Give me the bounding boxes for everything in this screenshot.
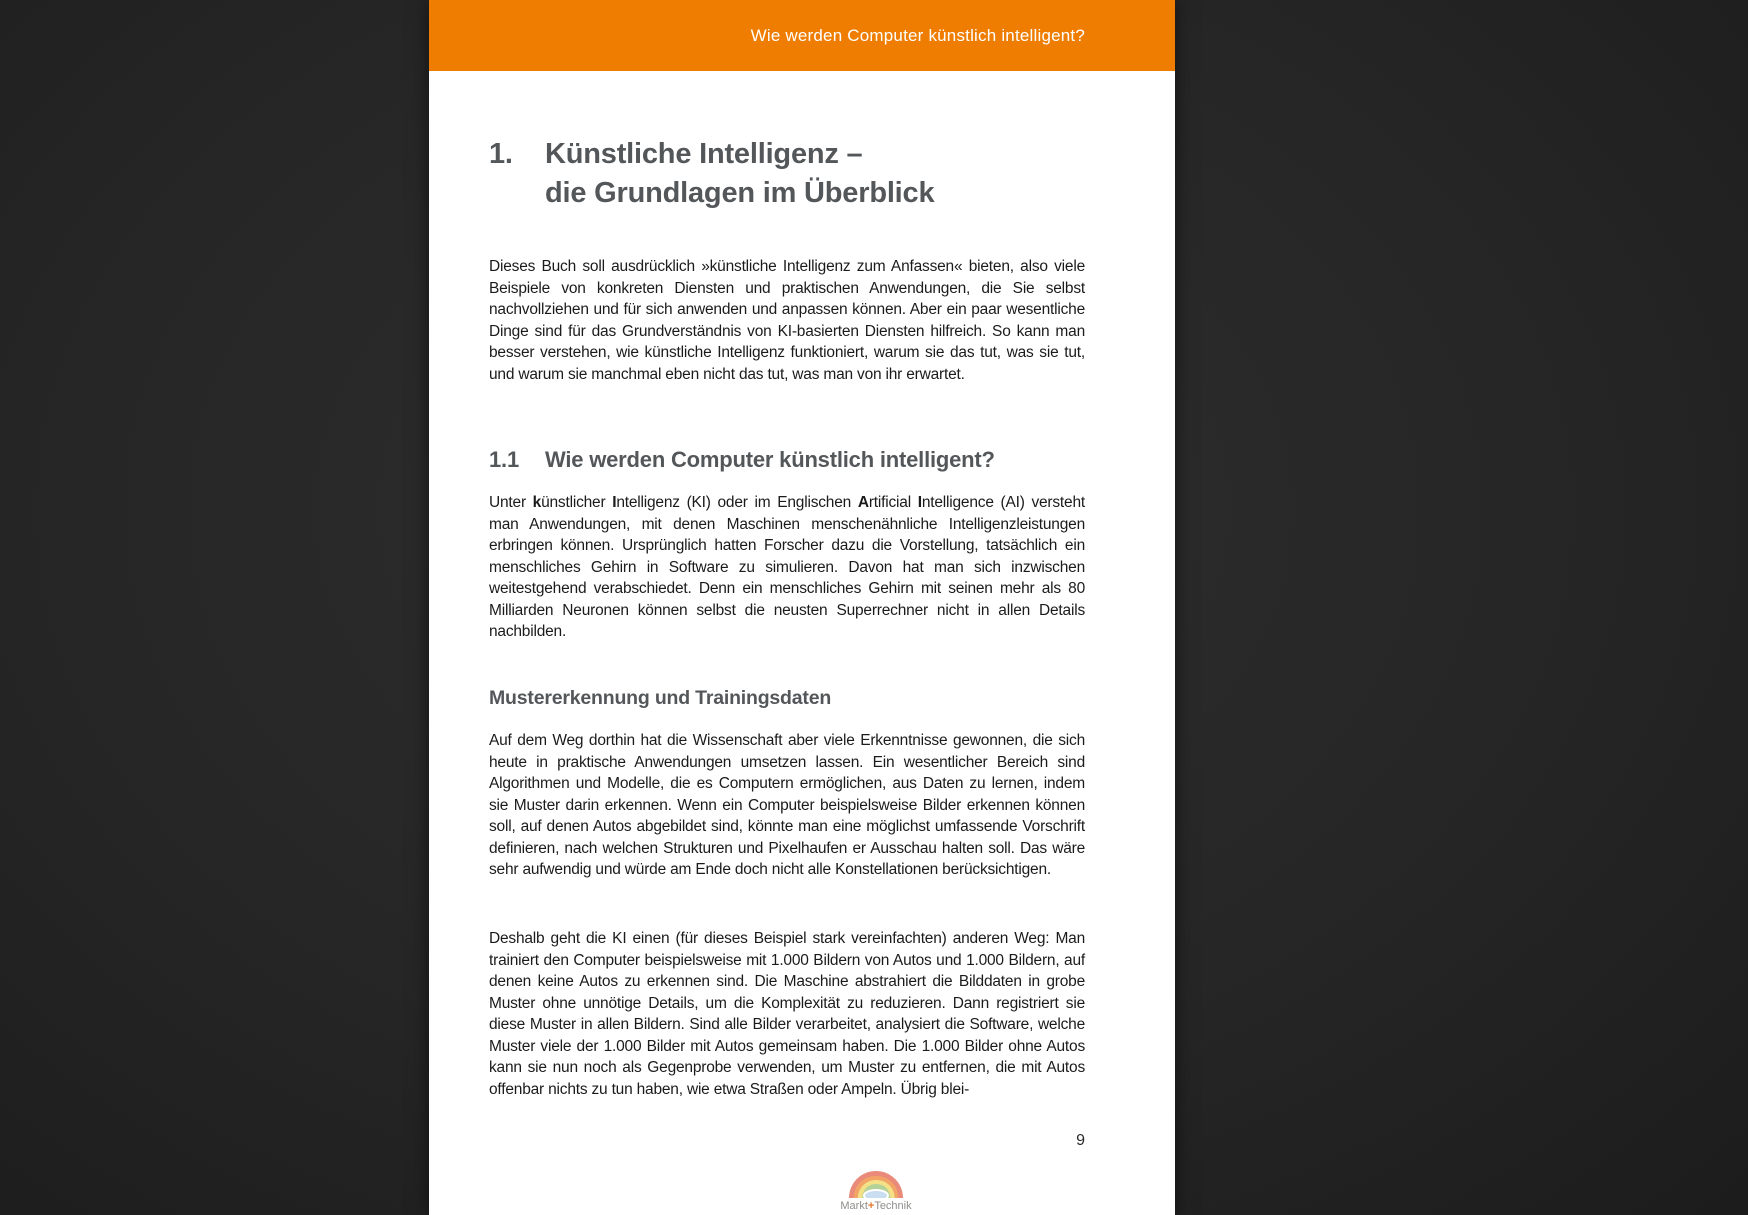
running-header bbox=[429, 0, 1175, 71]
logo-text-plus: + bbox=[867, 1200, 875, 1212]
subsection-heading: Mustererkennung und Trainingsdaten bbox=[489, 687, 832, 709]
page-number: 9 bbox=[1076, 1132, 1085, 1149]
publisher-logo bbox=[816, 1171, 936, 1215]
section-title: Wie werden Computer künstlich intelligent? bbox=[545, 447, 995, 472]
section-heading bbox=[489, 446, 1085, 474]
chapter-heading bbox=[489, 135, 1085, 213]
running-header-title: Wie werden Computer künstlich intelligent? bbox=[750, 25, 1085, 45]
subsection-paragraph-2: Deshalb geht die KI einen (für dieses Beispiel stark vereinfachten) anderen Weg: Man trainiert den Computer beispielsweise mit 1.000 Bildern von Autos und 1.000 Bildern, auf denen keine Autos zu erkennen sind. Die Maschine abstrahiert die Bilddaten in grobe Muster ohne unnötige Details, um die Komplexität zu reduzieren. Dann registriert sie diese Muster in allen Bildern. Sind alle Bilder verarbeitet, analysiert die Software, welche Muster viele der 1.000 Bilder mit Autos gemeinsam haben. Die 1.000 Bilder ohne Autos kann sie nun noch als Gegenprobe verwenden, um Muster zu entfernen, die mit Autos offenbar nichts zu tun haben, wie etwa Straßen oder Ampeln. Übrig blei- bbox=[489, 930, 1085, 1098]
cloud-icon bbox=[865, 1191, 887, 1198]
chapter-title-line2: die Grundlagen im Überblick bbox=[545, 177, 935, 209]
section-number: 1.1 bbox=[489, 447, 519, 472]
logo-text-left: Markt bbox=[840, 1200, 868, 1212]
document-page bbox=[429, 0, 1175, 1215]
chapter-title bbox=[545, 135, 934, 213]
logo-text-right: Technik bbox=[874, 1200, 912, 1212]
chapter-title-line1: Künstliche Intelligenz – bbox=[545, 138, 863, 170]
chapter-number: 1. bbox=[489, 138, 513, 170]
subsection-paragraph-1: Auf dem Weg dorthin hat die Wissenschaft aber viele Erkenntnisse gewonnen, die sich heute in praktische Anwendungen umsetzen lassen. Ein wesentlicher Bereich sind Algorithmen und Modelle, die es Computern ermöglichen, aus Daten zu lernen, indem sie Muster darin erkennen. Wenn ein Computer beispielsweise Bilder erkennen können soll, auf denen Autos abgebildet sind, könnte man eine möglichst umfassende Vorschrift definieren, nach welchen Strukturen und Pixelhaufen er Ausschau halten soll. Das wäre sehr aufwendig und würde am Ende doch nicht alle Konstellationen berücksichtigen. bbox=[489, 732, 1085, 878]
section-paragraph: Unter künstlicher Intelligenz (KI) oder im Englischen Artificial Intelligence (AI) versteht man Anwendungen, mit denen Maschinen menschenähnliche Intelligenzleistungen erbringen können. Ursprünglich hatten Forscher dazu die Vorstellung, tatsächlich ein menschliches Gehirn in Software zu simulieren. Davon hat man sich inzwischen weitestgehend verabschiedet. Denn ein menschliches Gehirn mit seinen mehr als 80 Milliarden Neuronen können selbst die neusten Superrechner nicht in allen Details nachbilden. bbox=[489, 494, 1085, 640]
rainbow-icon bbox=[849, 1171, 903, 1198]
publisher-logo-text bbox=[840, 1200, 911, 1212]
intro-paragraph: Dieses Buch soll ausdrücklich »künstliche Intelligenz zum Anfassen« bieten, also viele Beispiele von konkreten Diensten und praktischen Anwendungen, die Sie selbst nachvollziehen und für sich anwenden und anpassen können. Aber ein paar wesentliche Dinge sind für das Grundverständnis von KI-basierten Diensten hilfreich. So kann man besser verstehen, wie künstliche Intelligenz funktioniert, warum sie das tut, was sie tut, und warum sie manchmal eben nicht das tut, was man von ihr erwartet. bbox=[489, 258, 1085, 383]
